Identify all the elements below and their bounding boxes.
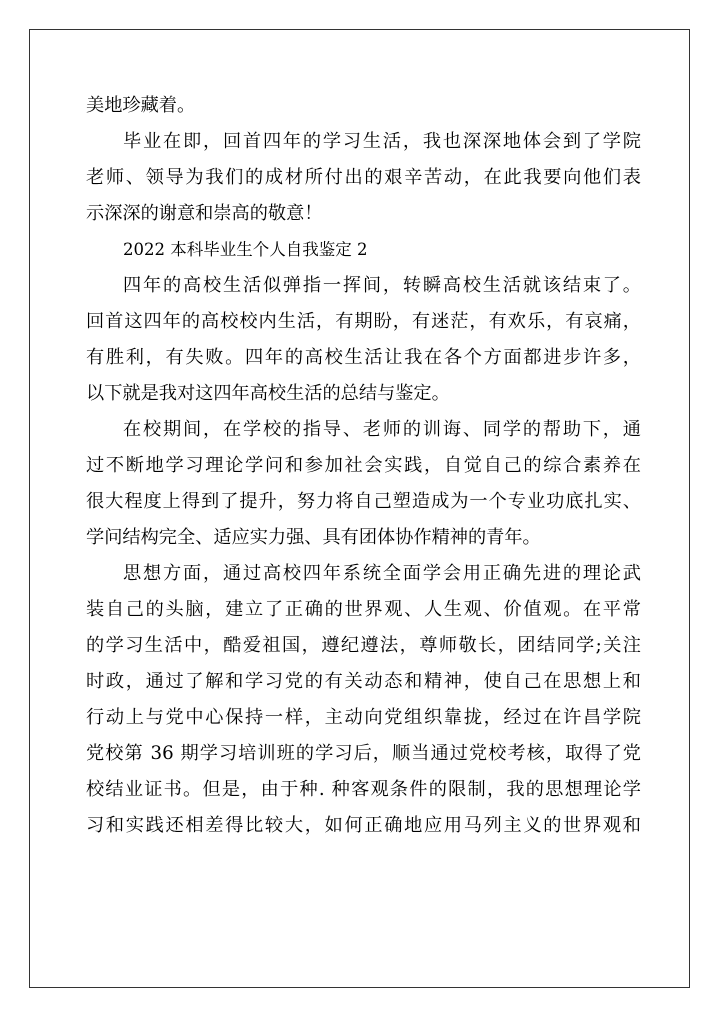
paragraph-line: 习和实践还相差得比较大，如何正确地应用马列主义的世界观和 bbox=[86, 815, 641, 836]
paragraph-line: 的学习生活中，酷爱祖国，遵纪遵法，尊师敬长，团结同学;关注 bbox=[86, 635, 641, 656]
paragraph-line: 有胜利，有失败。四年的高校生活让我在各个方面都进步许多， bbox=[86, 347, 641, 368]
paragraph-line: 很大程度上得到了提升，努力将自己塑造成为一个专业功底扎实、 bbox=[86, 491, 641, 512]
document-body bbox=[86, 88, 641, 844]
paragraph-line: 回首这四年的高校校内生活，有期盼，有迷茫，有欢乐，有哀痛， bbox=[86, 311, 641, 332]
paragraph-line: 行动上与党中心保持一样，主动向党组织靠拢，经过在许昌学院 bbox=[86, 707, 641, 728]
paragraph-line: 校结业证书。但是，由于种. 种客观条件的限制，我的思想理论学 bbox=[86, 779, 641, 800]
paragraph-line: 老师、领导为我们的成材所付出的艰辛苦动，在此我要向他们表 bbox=[86, 167, 641, 188]
paragraph-line: 示深深的谢意和崇高的敬意！ bbox=[86, 203, 323, 224]
section-heading: 2022 本科毕业生个人自我鉴定 2 bbox=[123, 240, 368, 259]
paragraph-line: 学问结构完全、适应实力强、具有团体协作精神的青年。 bbox=[86, 527, 541, 548]
paragraph-line: 美地珍藏着。 bbox=[86, 95, 196, 116]
paragraph-line: 党校第 36 期学习培训班的学习后，顺当通过党校考核，取得了党 bbox=[86, 743, 641, 764]
paragraph-line: 以下就是我对这四年高校生活的总结与鉴定。 bbox=[86, 383, 450, 404]
paragraph-line: 过不断地学习理论学问和参加社会实践，自觉自己的综合素养在 bbox=[86, 455, 641, 476]
paragraph-line: 装自己的头脑，建立了正确的世界观、人生观、价值观。在平常 bbox=[86, 599, 641, 620]
paragraph-line: 时政，通过了解和学习党的有关动态和精神，使自己在思想上和 bbox=[86, 671, 641, 692]
paragraph-line: 毕业在即，回首四年的学习生活，我也深深地体会到了学院 bbox=[123, 131, 641, 152]
paragraph-line: 思想方面，通过高校四年系统全面学会用正确先进的理论武 bbox=[123, 563, 641, 584]
paragraph-line: 在校期间，在学校的指导、老师的训诲、同学的帮助下，通 bbox=[123, 419, 641, 440]
paragraph-line: 四年的高校生活似弹指一挥间，转瞬高校生活就该结束了。 bbox=[123, 275, 641, 296]
